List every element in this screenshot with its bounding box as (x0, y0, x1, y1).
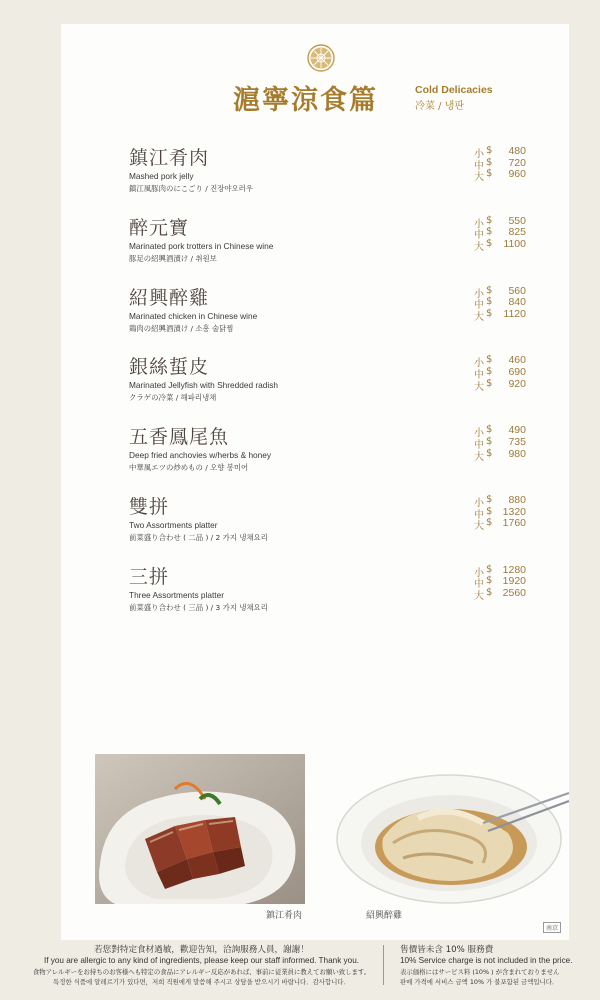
currency-symbol: $ (486, 505, 493, 517)
portion-size: 小 (474, 567, 484, 579)
dish-name-cn: 三拼 (129, 565, 170, 588)
currency-symbol: $ (486, 145, 493, 156)
dish-name-en: Marinated Jellyfish with Shredded radish (129, 380, 278, 391)
price-list (474, 563, 558, 603)
currency-symbol: $ (486, 296, 493, 308)
dish-name-en: Marinated pork trotters in Chinese wine (129, 240, 274, 251)
price-row (474, 424, 558, 440)
price-row (474, 238, 558, 254)
price-amount: 560 (508, 284, 526, 297)
currency-symbol: $ (486, 156, 493, 168)
section-title-sub: 冷菜 / 냉판 (415, 101, 465, 112)
service-charge-kr: 판매 가격에 서비스 금액 10% 가 불포함된 금액입니다． (400, 977, 559, 986)
price-row (474, 214, 558, 230)
price-row (474, 156, 558, 172)
dish-name-cn: 醉元寶 (129, 216, 190, 239)
price-row (474, 226, 558, 242)
price-amount: 980 (508, 447, 526, 460)
price-row (474, 377, 558, 393)
price-list (474, 424, 558, 463)
dish-name-en: Two Assortments platter (129, 520, 218, 530)
currency-symbol: $ (486, 377, 493, 389)
portion-size: 大 (474, 311, 484, 323)
currency-symbol: $ (486, 587, 493, 599)
pork-jelly-photo (95, 754, 305, 904)
currency-symbol: $ (486, 226, 493, 238)
dish-name-cn: 紹興醉雞 (129, 286, 210, 309)
price-row (474, 587, 558, 603)
price-amount: 550 (508, 214, 526, 227)
service-charge-jp: 表示価格にはサービス料 (10% ) が含まれておりません (400, 967, 560, 976)
photo-caption-1: 鎮江肴肉 (266, 911, 303, 921)
price-row (474, 284, 558, 300)
dish-name-cn: 五香鳳尾魚 (129, 426, 230, 449)
portion-size: 中 (474, 230, 484, 242)
currency-symbol: $ (486, 424, 493, 436)
portion-size: 中 (474, 370, 484, 382)
portion-size: 小 (474, 149, 484, 160)
portion-size: 小 (474, 218, 484, 230)
dish-name-cn: 銀絲蜇皮 (129, 356, 210, 379)
portion-size: 中 (474, 509, 484, 521)
dish-name-jp-kr: 前菜盛り合わせ ( 二品 ) / 2 가지 냉채요리 (129, 533, 268, 542)
price-amount: 880 (508, 494, 526, 506)
currency-symbol: $ (486, 494, 493, 505)
price-row (474, 145, 558, 160)
price-amount: 2560 (502, 587, 526, 600)
currency-symbol: $ (486, 214, 493, 226)
price-amount: 825 (508, 226, 526, 239)
price-list (474, 214, 558, 254)
dish-name-en: Deep fried anchovies w/herbs & honey (129, 450, 272, 461)
price-amount: 1760 (502, 517, 526, 530)
allergy-notice-cn: 若您對特定食材過敏，歡迎告知，洽詢服務人員，謝謝！ (94, 945, 309, 955)
menu-item (129, 492, 549, 552)
allergy-notice-jp: 食物アレルギーをお持ちのお客様へも特定の食品にアレルギー反応があれば、事前に従業員に教えてお願い致します。 (32, 967, 371, 976)
allergy-notice-kr: 특정한 식품에 알레르기가 있다면，저희 직원에게 말씀해 주시고 상담을 받으시기 바랍니다．감사합니다． (53, 977, 350, 986)
price-amount: 735 (508, 435, 526, 448)
currency-symbol: $ (486, 563, 493, 575)
portion-size: 中 (474, 439, 484, 451)
currency-symbol: $ (486, 435, 493, 447)
currency-symbol: $ (486, 307, 493, 319)
price-list (474, 284, 558, 323)
location-tag: 南京 (543, 922, 561, 933)
dish-name-en: Marinated chicken in Chinese wine (129, 310, 258, 321)
price-amount: 460 (508, 354, 526, 367)
price-row (474, 494, 558, 509)
portion-size: 小 (474, 428, 484, 440)
emblem-icon (307, 44, 335, 72)
price-row (474, 354, 558, 370)
price-list (474, 354, 558, 393)
portion-size: 小 (474, 498, 484, 509)
price-row (474, 447, 558, 463)
price-amount: 920 (508, 377, 526, 390)
portion-size: 大 (474, 242, 484, 254)
price-list (474, 145, 558, 184)
photo-caption-2: 紹興醉雞 (366, 911, 403, 921)
price-row (474, 307, 558, 323)
portion-size: 小 (474, 358, 484, 370)
menu-item (129, 562, 549, 622)
currency-symbol: $ (486, 366, 493, 378)
footer-divider (383, 945, 384, 985)
portion-size: 大 (474, 521, 484, 533)
service-charge-cn: 售價皆未含 10% 服務費 (400, 945, 494, 955)
price-amount: 720 (508, 156, 526, 169)
currency-symbol: $ (486, 354, 493, 366)
price-row (474, 575, 558, 591)
price-amount: 480 (508, 145, 526, 157)
currency-symbol: $ (486, 447, 493, 459)
portion-size: 中 (474, 300, 484, 312)
dish-name-cn: 雙拼 (129, 496, 170, 518)
menu-item (129, 422, 549, 482)
menu-item (129, 143, 549, 203)
section-title-en: Cold Delicacies (415, 84, 493, 96)
dish-name-en: Mashed pork jelly (129, 171, 194, 181)
dish-name-jp-kr: 豚足の紹興酒漬け / 취원보 (129, 253, 217, 263)
service-charge-en: 10% Service charge is not included in the price. (400, 956, 573, 965)
price-list (474, 494, 558, 533)
price-row (474, 296, 558, 312)
price-row (474, 366, 558, 382)
dish-name-en: Three Assortments platter (129, 589, 224, 600)
currency-symbol: $ (486, 517, 493, 529)
dish-name-jp-kr: 中華風エツの炒めもの / 오향 봉미어 (129, 463, 249, 473)
portion-size: 中 (474, 160, 484, 172)
currency-symbol: $ (486, 284, 493, 296)
menu-item (129, 283, 549, 343)
price-row (474, 435, 558, 451)
section-title: 滬寧涼食篇 (233, 85, 378, 116)
price-amount: 1320 (502, 505, 526, 518)
portion-size: 小 (474, 288, 484, 300)
price-amount: 1100 (503, 238, 526, 251)
price-amount: 1920 (502, 575, 526, 588)
dish-name-jp-kr: クラゲの冷菜 / 해파리냉채 (129, 393, 217, 403)
price-amount: 490 (508, 424, 526, 437)
portion-size: 大 (474, 591, 484, 603)
price-amount: 960 (508, 168, 526, 181)
price-row (474, 563, 558, 579)
portion-size: 大 (474, 172, 484, 184)
currency-symbol: $ (486, 168, 493, 180)
dish-name-jp-kr: 前菜盛り合わせ ( 三品 ) / 3 가지 냉채요리 (129, 602, 268, 612)
drunken-chicken-photo (333, 763, 571, 906)
price-amount: 840 (508, 296, 526, 309)
price-row (474, 505, 558, 521)
dish-name-jp-kr: 鎮江風豚肉のにこごり / 진장야오러우 (129, 184, 253, 193)
price-row (474, 168, 558, 184)
service-charge-notice (400, 945, 590, 987)
price-amount: 1120 (503, 307, 526, 320)
allergy-notice (30, 945, 373, 987)
dish-name-cn: 鎮江肴肉 (129, 147, 210, 169)
allergy-notice-en: If you are allergic to any kind of ingredients, please keep our staff informed. Thank you. (43, 956, 360, 965)
dish-name-jp-kr: 鶏肉の紹興酒漬け / 소흥 술닭찜 (129, 323, 234, 333)
currency-symbol: $ (486, 575, 493, 587)
portion-size: 大 (474, 451, 484, 463)
portion-size: 大 (474, 381, 484, 393)
currency-symbol: $ (486, 238, 493, 250)
portion-size: 中 (474, 579, 484, 591)
menu-item (129, 213, 549, 273)
menu-item (129, 352, 549, 412)
price-amount: 1280 (502, 563, 526, 576)
price-amount: 690 (508, 366, 526, 379)
price-row (474, 517, 558, 533)
